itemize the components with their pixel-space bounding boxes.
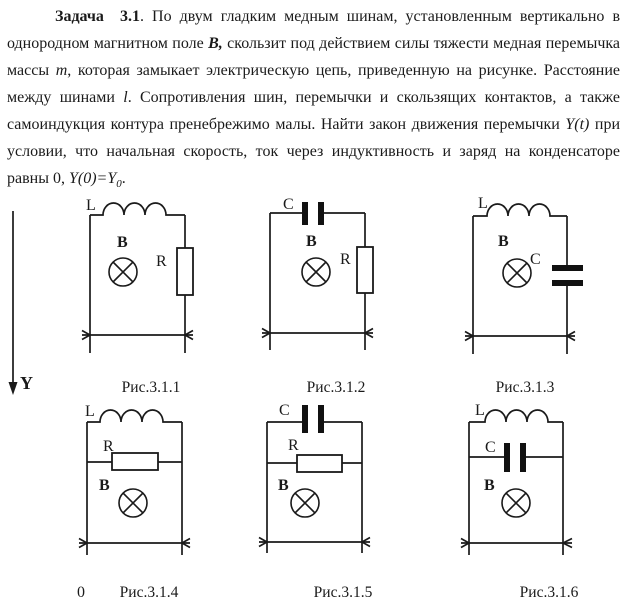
problem-statement <box>7 0 620 198</box>
jumper-with-arrows <box>461 539 572 548</box>
figure-caption-3: Рис.3.1.3 <box>495 379 555 396</box>
figure-caption-2: Рис.3.1.2 <box>306 379 366 396</box>
capacitor-symbol <box>302 405 324 433</box>
figure-caption-1: Рис.3.1.1 <box>121 379 181 396</box>
circuit-fig-3-1-4 <box>70 400 200 558</box>
subscript-zero: 0 <box>116 178 122 190</box>
resistor-symbol <box>112 453 158 470</box>
capacitance-label: C <box>279 402 290 419</box>
field-label: B <box>484 477 495 494</box>
inductor-symbol <box>90 203 185 215</box>
resistor-symbol <box>177 248 193 295</box>
resistor-symbol <box>357 247 373 293</box>
capacitance-label: C <box>283 196 294 213</box>
jumper-with-arrows <box>262 329 373 338</box>
jumper-with-arrows <box>79 539 190 548</box>
field-into-page-symbol <box>503 259 531 287</box>
resistance-label: R <box>288 437 299 454</box>
text-run: , которая замыкает электрическую цепь, приведенную на рисунке. Расстояние между шинами <box>7 62 620 106</box>
field-label: B <box>117 234 128 251</box>
circuit-fig-3-1-5 <box>250 400 380 558</box>
field-label: B <box>278 477 289 494</box>
inductance-label: L <box>86 197 96 214</box>
figure-caption-6: Рис.3.1.6 <box>519 584 579 601</box>
initial-condition: Y(0)=Y <box>68 170 117 187</box>
text-run: при условии, что начальная скорость, ток через индуктивность и заряд на конденсаторе равны 0, <box>7 116 621 187</box>
jumper-with-arrows <box>259 538 370 547</box>
resistance-label: R <box>156 253 167 270</box>
capacitor-symbol <box>552 265 583 286</box>
capacitance-label: C <box>530 251 541 268</box>
arrowhead-down-icon <box>9 382 18 395</box>
field-into-page-symbol <box>291 489 319 517</box>
text-run: скользит под действием силы тяжести медная перемычка массы <box>7 35 621 79</box>
resistance-label: R <box>103 438 114 455</box>
figure-caption-4: Рис.3.1.4 <box>119 584 179 601</box>
inductance-label: L <box>478 195 488 212</box>
circuit-fig-3-1-2 <box>255 195 380 360</box>
field-symbol: B, <box>208 35 223 52</box>
circuit-fig-3-1-1 <box>75 195 205 360</box>
field-into-page-symbol <box>302 258 330 286</box>
field-into-page-symbol <box>119 489 147 517</box>
inductance-label: L <box>85 403 95 420</box>
figure-caption-5: Рис.3.1.5 <box>313 584 373 601</box>
text-run: . По двум гладким медным шинам, установленным вертикально в однородном магнитном поле <box>7 8 621 52</box>
inductance-label: L <box>475 402 485 419</box>
capacitor-symbol <box>302 202 324 225</box>
text-run: . <box>121 170 126 187</box>
field-label: B <box>498 233 509 250</box>
yt-symbol: Y(t) <box>565 116 590 133</box>
inductor-symbol <box>87 410 182 422</box>
jumper-with-arrows <box>465 332 575 341</box>
axis-origin-label: 0 <box>77 584 85 601</box>
field-into-page-symbol <box>109 258 137 286</box>
resistance-label: R <box>340 251 351 268</box>
circuit-fig-3-1-6 <box>440 400 590 558</box>
capacitance-label: C <box>485 439 496 456</box>
y-axis-arrow <box>4 205 44 400</box>
field-label: B <box>306 233 317 250</box>
field-label: B <box>99 477 110 494</box>
problem-number: Задача 3.1 <box>55 8 140 25</box>
circuit-fig-3-1-3 <box>440 195 595 360</box>
distance-symbol: l <box>123 89 128 106</box>
mass-symbol: m <box>55 62 68 79</box>
field-into-page-symbol <box>502 489 530 517</box>
jumper-with-arrows <box>82 331 193 340</box>
capacitor-symbol <box>504 443 526 472</box>
y-axis-label: Y <box>20 373 33 393</box>
resistor-symbol <box>297 455 342 472</box>
text-run: . Сопротивления шин, перемычки и скользящих контактов, а также самоиндукция контура пренебрежимо малы. Найти закон движения перемычки <box>7 89 621 133</box>
